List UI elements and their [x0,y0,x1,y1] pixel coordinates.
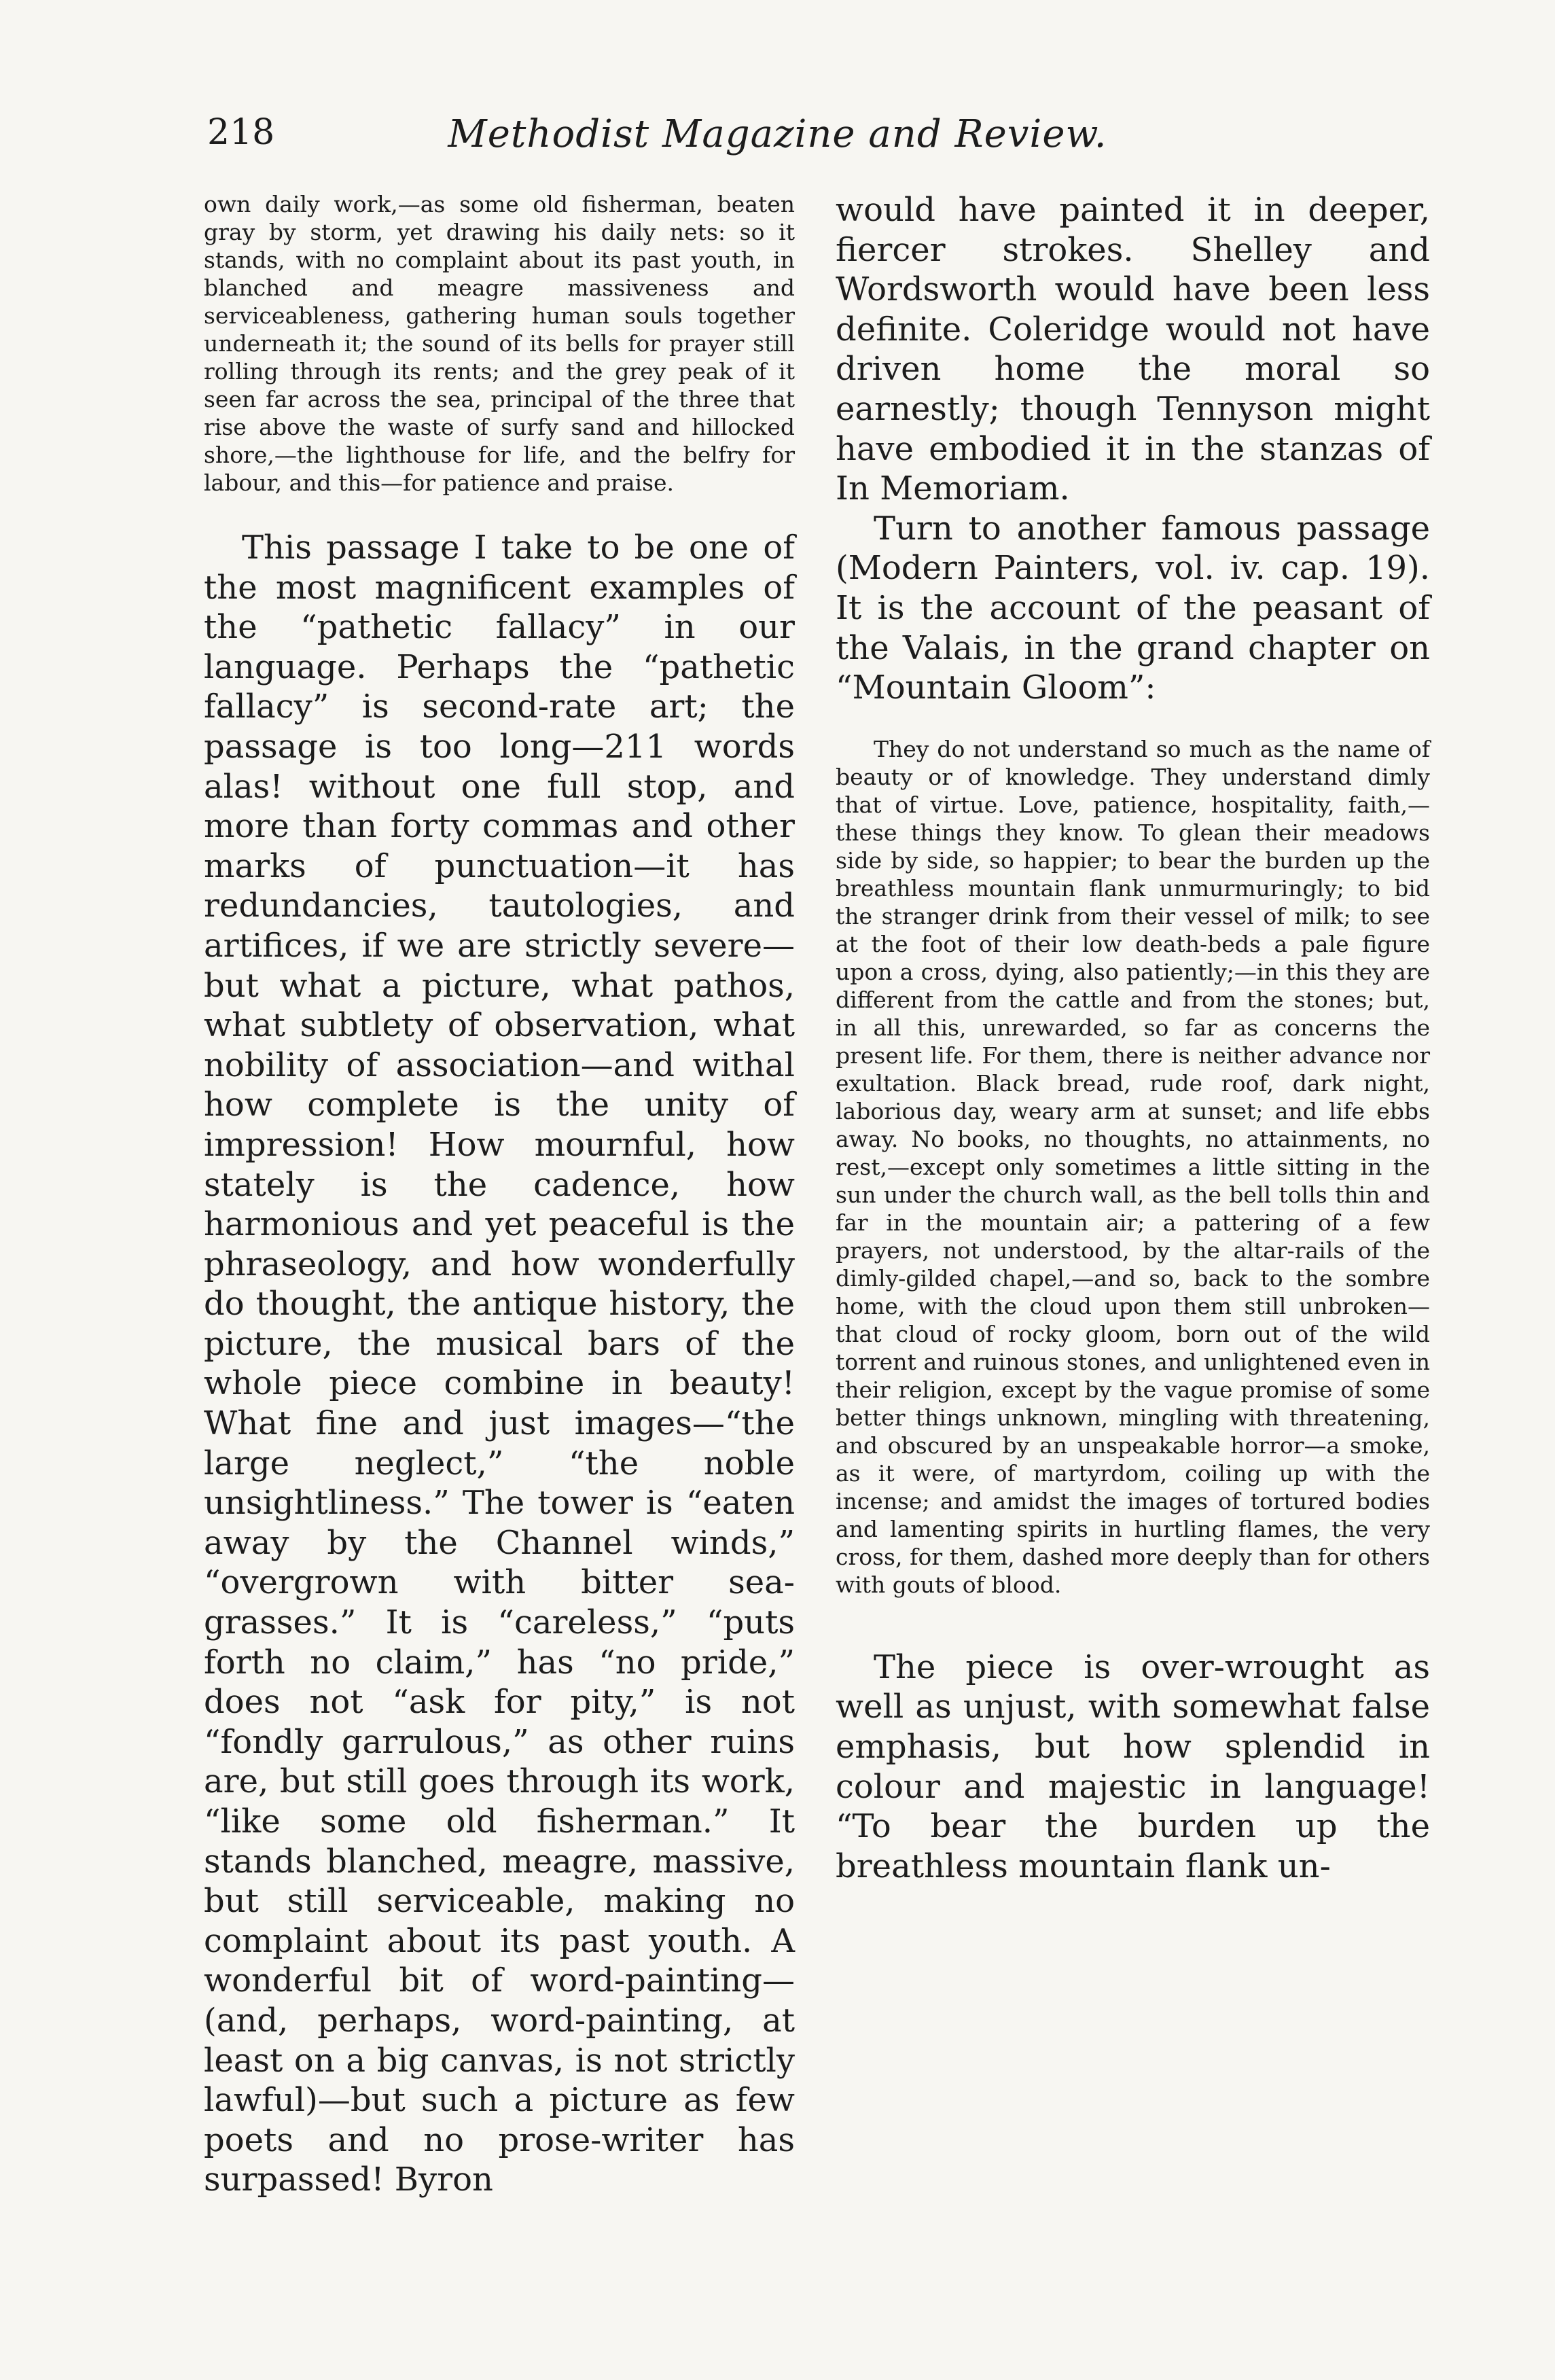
left-quote-continuation: own daily work,—as some old fisherman, beaten gray by storm, yet drawing his daily nets: so it stands, with no complaint about its past youth, in blanched and meagre massiveness and serviceableness, gathering human souls together underneath it; the sound of its bells for prayer still rolling through its rents; and the grey peak of it seen far across the sea, principal of the three that rise above the waste of surfy sand and hillocked shore,—the lighthouse for life, and the belfry for labour, and this—for patience and praise. [204,191,795,496]
right-column [836,190,1430,1886]
page-number: 218 [207,112,275,153]
page-header [0,112,1555,166]
right-paragraph-3: The piece is over-wrought as well as unjust, with somewhat false emphasis, but how splendid in colour and majestic in language! “To bear the burden up the breathless mountain flank un- [836,1648,1430,1885]
right-paragraph-1: would have painted it in deeper, fiercer strokes. Shelley and Wordsworth would have been less definite. Coleridge would not have driven home the moral so earnestly; though Tennyson might have embodied it in the stanzas of In Memoriam. [836,191,1430,508]
right-paragraph-2: Turn to another famous passage (Modern Painters, vol. iv. cap. 19). It is the account of the peasant of the Valais, in the grand chapter on “Mountain Gloom”: [836,509,1430,707]
left-body-paragraph: This passage I take to be one of the most magnificent examples of the “pathetic fallacy” in our language. Perhaps the “pathetic fallacy” is second-rate art; the passage is too long—211 words alas! without one full stop, and more than forty commas and other marks of punctuation—it has redundancies, tautologies, and artifices, if we are strictly severe—but what a picture, what pathos, what subtlety of observation, what nobility of association—and withal how complete is the unity of impression! How mournful, how stately is the cadence, how harmonious and yet peaceful is the phraseology, and how wonderfully do thought, the antique history, the picture, the musical bars of the whole piece combine in beauty! What fine and just images—“the large neglect,” “the noble unsightliness.” The tower is “eaten away by the Channel winds,” “overgrown with bitter sea-grasses.” It is “careless,” “puts forth no claim,” has “no pride,” does not “ask for pity,” is not “fondly garrulous,” as other ruins are, but still goes through its work, “like some old fisherman.” It stands blanched, meagre, massive, but still serviceable, making no complaint about its past youth. A wonderful bit of word-painting—(and, perhaps, word-painting, at least on a big canvas, is not strictly lawful)—but such a picture as few poets and no prose-writer has surpassed! Byron [204,529,795,2199]
running-title: Methodist Magazine and Review. [448,112,1107,156]
left-column [204,190,795,2200]
block-quote: They do not understand so much as the name of beauty or of knowledge. They understand dimly that of virtue. Love, patience, hospitality, faith,—these things they know. To glean their meadows side by side, so happier; to bear the burden up the breathless mountain flank unmurmuringly; to bid the stranger drink from their vessel of milk; to see at the foot of their low death-beds a pale figure upon a cross, dying, also patiently;—in this they are different from the cattle and from the stones; but, in all this, unrewarded, so far as concerns the present life. For them, there is neither advance nor exultation. Black bread, rude roof, dark night, laborious day, weary arm at sunset; and life ebbs away. No books, no thoughts, no attainments, no rest,—except only sometimes a little sitting in the sun under the church wall, as the bell tolls thin and far in the mountain air; a pattering of a few prayers, not understood, by the altar-rails of the dimly-gilded chapel,—and so, back to the sombre home, with the cloud upon them still unbroken—that cloud of rocky gloom, born out of the wild torrent and ruinous stones, and unlightened even in their religion, except by the vague promise of some better things unknown, mingling with threatening, and obscured by an unspeakable horror—a smoke, as it were, of martyrdom, coiling up with the incense; and amidst the images of tortured bodies and lamenting spirits in hurtling flames, the very cross, for them, dashed more deeply than for others with gouts of blood. [836,735,1430,1598]
